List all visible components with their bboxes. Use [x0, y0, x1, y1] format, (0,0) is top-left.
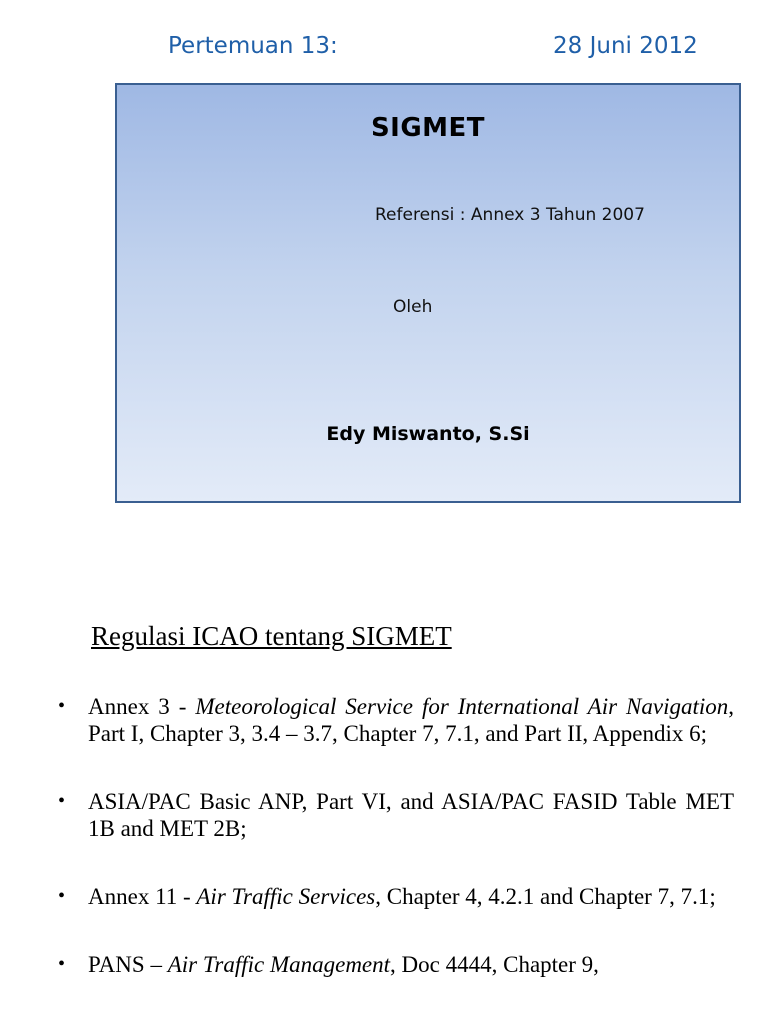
item-suffix: , Chapter 4, 4.2.1 and Chapter 7, 7.1; — [375, 884, 716, 909]
regulation-list — [58, 693, 734, 1019]
list-item — [58, 951, 734, 978]
list-item — [58, 788, 734, 842]
list-item — [58, 883, 734, 910]
item-suffix: , Doc 4444, Chapter 9, — [390, 952, 599, 977]
list-item — [58, 693, 734, 747]
item-italic: Air Traffic Services — [196, 884, 376, 909]
title-box — [115, 83, 741, 503]
section-heading: Regulasi ICAO tentang SIGMET — [91, 621, 452, 651]
item-prefix: Annex 3 - — [88, 694, 196, 719]
item-prefix: ASIA/PAC Basic ANP, Part VI, and ASIA/PAC FASID Table MET 1B and MET 2B; — [88, 789, 734, 841]
bullet-icon: • — [58, 885, 66, 907]
bullet-icon: • — [58, 695, 66, 717]
item-prefix: PANS – — [88, 952, 168, 977]
item-suffix: , Part I, Chapter 3, 3.4 – 3.7, Chapter 7, 7.1, and Part II, Appendix 6; — [88, 694, 735, 746]
document-title: SIGMET — [370, 113, 486, 143]
slide-header — [0, 30, 768, 70]
item-italic: Meteorological Service for International Air Navigation — [195, 694, 729, 719]
item-prefix: Annex 11 - — [88, 884, 197, 909]
meeting-label: Pertemuan 13: — [168, 33, 338, 59]
author-name: Edy Miswanto, S.Si — [326, 423, 530, 445]
bullet-icon: • — [58, 953, 66, 975]
meeting-date: 28 Juni 2012 — [553, 33, 698, 59]
bullet-icon: • — [58, 790, 66, 812]
by-label: Oleh — [393, 297, 433, 317]
reference-text: Referensi : Annex 3 Tahun 2007 — [375, 205, 645, 225]
item-italic: Air Traffic Management — [167, 952, 391, 977]
